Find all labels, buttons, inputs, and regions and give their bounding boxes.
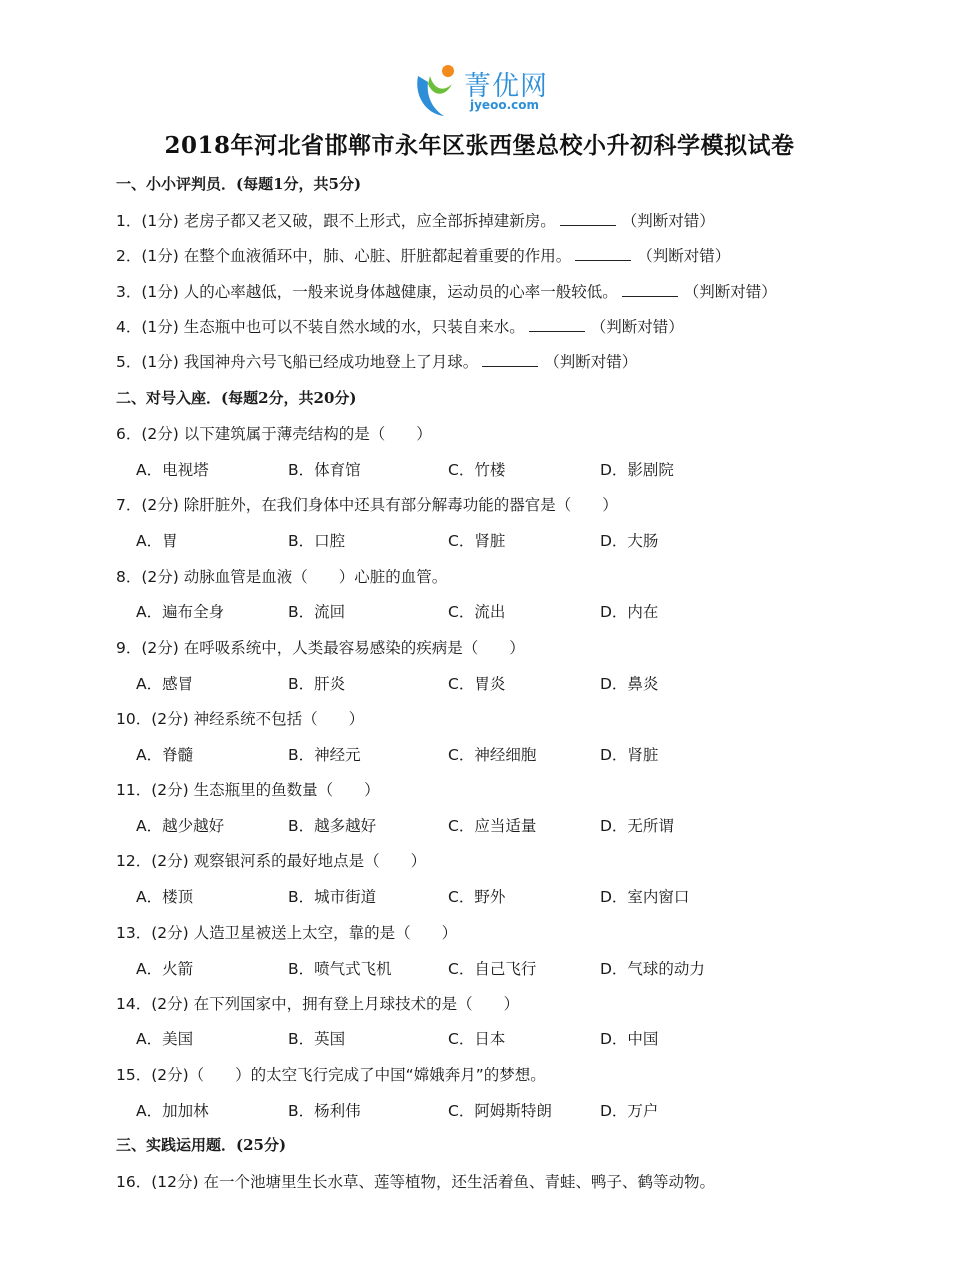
options-14 [136,1027,836,1047]
option-c: C．日本 [448,1030,506,1048]
question-4 [116,315,684,337]
option-b: B．体育馆 [288,461,361,479]
page-title: 2018年河北省邯郸市永年区张西堡总校小升初科学模拟试卷 [164,132,795,159]
answer-blank [529,317,585,332]
option-c: C．肾脏 [448,532,506,550]
question-14: 14．(2分) 在下列国家中，拥有登上月球技术的是（ ） [116,995,520,1013]
logo-domain-text: jyeoo.com [470,98,539,112]
jyeoo-logo [412,62,562,122]
option-b: B．神经元 [288,746,361,764]
options-6 [136,458,836,478]
question-12: 12．(2分) 观察银河系的最好地点是（ ） [116,852,427,870]
option-d: D．气球的动力 [600,960,705,978]
options-9 [136,672,836,692]
options-8 [136,600,836,620]
question-13: 13．(2分) 人造卫星被送上太空，靠的是（ ） [116,924,458,942]
option-a: A．脊髓 [136,746,194,764]
option-b: B．肝炎 [288,675,346,693]
question-2 [116,244,730,266]
question-9: 9．(2分) 在呼吸系统中，人类最容易感染的疾病是（ ） [116,639,525,657]
option-c: C．野外 [448,888,506,906]
option-d: D．影剧院 [600,461,674,479]
option-b: B．杨利伟 [288,1102,361,1120]
option-a: A．火箭 [136,960,194,978]
option-a: A．加加林 [136,1102,209,1120]
question-1 [116,209,715,231]
section-heading-judge: 一、小小评判员．(每题1分，共5分) [116,175,362,193]
option-a: A．感冒 [136,675,194,693]
judge-hint: （判断对错） [544,353,638,371]
judge-hint: （判断对错） [621,212,715,230]
options-15 [136,1099,836,1119]
judge-hint: （判断对错） [637,247,731,265]
option-a: A．楼顶 [136,888,194,906]
option-b: B．英国 [288,1030,346,1048]
option-d: D．大肠 [600,532,659,550]
section-heading-practice: 三、实践运用题．(25分) [116,1136,287,1154]
answer-blank [482,352,538,367]
option-a: A．胃 [136,532,178,550]
question-text: 1．(1分) 老房子都又老又破，跟不上形式，应全部拆掉建新房。 [116,212,556,230]
logo-brand-text: 菁优网 [464,71,548,102]
option-c: C．自己飞行 [448,960,537,978]
options-7 [136,529,836,549]
option-c: C．应当适量 [448,817,537,835]
question-15: 15．(2分)（ ）的太空飞行完成了中国“嫦娥奔月”的梦想。 [116,1066,546,1084]
question-text: 5．(1分) 我国神舟六号飞船已经成功地登上了月球。 [116,353,479,371]
section-heading-choice: 二、对号入座．(每题2分，共20分) [116,389,357,407]
option-c: C．胃炎 [448,675,506,693]
question-8: 8．(2分) 动脉血管是血液（ ）心脏的血管。 [116,568,448,586]
question-11: 11．(2分) 生态瓶里的鱼数量（ ） [116,781,380,799]
options-10 [136,743,836,763]
option-d: D．鼻炎 [600,675,659,693]
option-d: D．室内窗口 [600,888,690,906]
option-c: C．阿姆斯特朗 [448,1102,552,1120]
question-text: 2．(1分) 在整个血液循环中，肺、心脏、肝脏都起着重要的作用。 [116,247,572,265]
option-c: C．流出 [448,603,506,621]
question-text: 4．(1分) 生态瓶中也可以不装自然水域的水，只装自来水。 [116,318,525,336]
answer-blank [575,246,631,261]
option-b: B．口腔 [288,532,346,550]
option-d: D．无所谓 [600,817,674,835]
question-5 [116,350,637,372]
option-b: B．喷气式飞机 [288,960,392,978]
option-b: B．城市街道 [288,888,377,906]
judge-hint: （判断对错） [590,318,684,336]
option-a: A．越少越好 [136,817,225,835]
options-12 [136,885,836,905]
question-7: 7．(2分) 除肝脏外，在我们身体中还具有部分解毒功能的器官是（ ） [116,496,618,514]
option-b: B．越多越好 [288,817,377,835]
question-3 [116,280,777,302]
logo-mark-icon [412,62,462,120]
answer-blank [560,211,616,226]
answer-blank [622,282,678,297]
judge-hint: （判断对错） [683,283,777,301]
option-b: B．流回 [288,603,346,621]
option-a: A．美国 [136,1030,194,1048]
option-d: D．内在 [600,603,659,621]
option-a: A．遍布全身 [136,603,225,621]
option-c: C．神经细胞 [448,746,537,764]
options-11 [136,814,836,834]
question-6: 6．(2分) 以下建筑属于薄壳结构的是（ ） [116,425,432,443]
question-text: 3．(1分) 人的心率越低，一般来说身体越健康，运动员的心率一般较低。 [116,283,618,301]
option-d: D．肾脏 [600,746,659,764]
question-16: 16．(12分) 在一个池塘里生长水草、莲等植物，还生活着鱼、青蛙、鸭子、鹤等动物。 [116,1173,715,1191]
option-a: A．电视塔 [136,461,209,479]
option-c: C．竹楼 [448,461,506,479]
question-10: 10．(2分) 神经系统不包括（ ） [116,710,365,728]
option-d: D．中国 [600,1030,659,1048]
option-d: D．万户 [600,1102,659,1120]
options-13 [136,957,836,977]
